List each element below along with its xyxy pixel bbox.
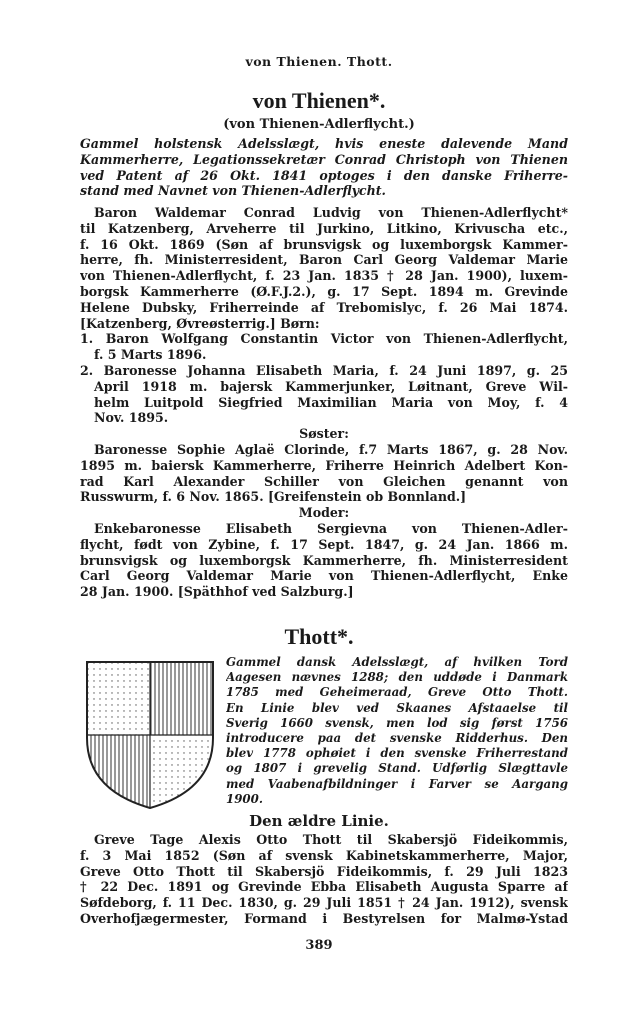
coat-of-arms-icon xyxy=(85,660,215,810)
child-line: Nov. 1895. xyxy=(94,410,169,426)
child-line: 2. Baronesse Johanna Elisabeth Maria, f. 24 Juni 1897, g. 25 xyxy=(80,362,568,378)
page-number: 389 xyxy=(305,938,333,953)
line-heading: Den ældre Linie. xyxy=(249,812,389,830)
thienen-intro xyxy=(80,136,568,199)
entry-line: von Thienen-Adlerflycht, f. 23 Jan. 1835 † 28 Jan. 1900), luxem- xyxy=(80,268,568,284)
entry-line: Baron Waldemar Conrad Ludvig von Thienen-Adlerflycht* xyxy=(94,205,568,220)
mother-heading: Moder: xyxy=(298,505,350,521)
thienen-main-entry xyxy=(80,205,568,600)
sister-line: Baronesse Sophie Aglaë Clorinde, f.7 Marts 1867, g. 28 Nov. xyxy=(94,441,568,457)
entry-line: herre, fh. Ministerresident, Baron Carl Georg Valdemar Marie xyxy=(80,252,568,268)
intro-line: Aagesen nævnes 1288; den uddøde i Danmark xyxy=(226,670,568,685)
entry-line: † 22 Dec. 1891 og Grevinde Ebba Elisabeth Augusta Sparre af xyxy=(80,879,568,895)
sister-line: rad Karl Alexander Schiller von Gleichen genannt von xyxy=(80,473,568,489)
intro-line: ved Patent af 26 Okt. 1841 optoges i den danske Friherre- xyxy=(80,167,568,183)
entry-line: Greve Otto Thott til Skabersjö Fideikommis, f. 29 Juli 1823 xyxy=(80,863,568,879)
section-title-thienen: von Thienen*. xyxy=(252,88,386,113)
sister-heading: Søster: xyxy=(299,426,349,442)
mother-line: flycht, født von Zybine, f. 17 Sept. 1847, g. 24 Jan. 1866 m. xyxy=(80,536,568,552)
intro-line: stand med Navnet von Thienen-Adlerflycht. xyxy=(80,183,386,199)
entry-line: Søfdeborg, f. 11 Dec. 1830, g. 29 Juli 1851 † 24 Jan. 1912), svensk xyxy=(80,895,568,911)
sister-line: Russwurm, f. 6 Nov. 1865. [Greifenstein ob Bonnland.] xyxy=(80,489,467,505)
intro-line: Sverig 1660 svensk, men lod sig først 1756 xyxy=(226,715,568,730)
entry-line: [Katzenberg, Øvreøsterrig.] Børn: xyxy=(80,315,320,331)
entry-line: Helene Dubsky, Friherreinde af Trebomislyc, f. 26 Mai 1874. xyxy=(80,299,568,315)
entry-line: Overhofjægermester, Formand i Bestyrelsen for Malmø-Ystad xyxy=(80,910,568,926)
sister-line: 1895 m. baiersk Kammerherre, Friherre Heinrich Adelbert Kon- xyxy=(80,457,568,473)
child-line: 1. Baron Wolfgang Constantin Victor von Thienen-Adlerflycht, xyxy=(80,331,568,347)
section-title-thott: Thott*. xyxy=(284,624,354,649)
entry-line: f. 3 Mai 1852 (Søn af svensk Kabinetskammerherre, Major, xyxy=(80,847,568,863)
running-head: von Thienen. Thott. xyxy=(245,54,393,69)
intro-line: med Vaabenafbildninger i Farver se Aargang xyxy=(226,776,568,791)
entry-line: til Katzenberg, Arveherre til Jurkino, Litkino, Krivuscha etc., xyxy=(80,220,568,236)
mother-line: 28 Jan. 1900. [Späthhof ved Salzburg.] xyxy=(80,584,354,600)
intro-line: 1900. xyxy=(226,791,263,806)
child-line: helm Luitpold Siegfried Maximilian Maria von Moy, f. 4 xyxy=(94,394,568,410)
mother-line: Carl Georg Valdemar Marie von Thienen-Adlerflycht, Enke xyxy=(80,568,568,584)
child-line: f. 5 Marts 1896. xyxy=(94,347,207,363)
entry-line: borgsk Kammerherre (Ø.F.J.2.), g. 17 Sept. 1894 m. Grevinde xyxy=(80,283,568,299)
intro-line: 1785 med Geheimeraad, Greve Otto Thott. xyxy=(226,685,568,700)
intro-line: En Linie blev ved Skaanes Afstaaelse til xyxy=(226,700,568,715)
thott-intro xyxy=(226,655,568,807)
intro-line: Gammel dansk Adelsslægt, af hvilken Tord xyxy=(226,655,568,669)
entry-line: f. 16 Okt. 1869 (Søn af brunsvigsk og luxemborgsk Kammer- xyxy=(80,236,568,252)
intro-line: introducere paa det svenske Ridderhus. Den xyxy=(226,731,568,746)
intro-line: Gammel holstensk Adelsslægt, hvis eneste dalevende Mand xyxy=(80,136,568,151)
section-subtitle-thienen: (von Thienen-Adlerflycht.) xyxy=(223,117,415,132)
thott-main-entry xyxy=(80,832,568,927)
mother-line: Enkebaronesse Elisabeth Sergievna von Thienen-Adler- xyxy=(94,520,568,536)
child-line: April 1918 m. bajersk Kammerjunker, Løitnant, Greve Wil- xyxy=(94,378,568,394)
intro-line: Kammerherre, Legationssekretær Conrad Christoph von Thienen xyxy=(80,151,568,167)
entry-line: Greve Tage Alexis Otto Thott til Skabersjö Fideikommis, xyxy=(94,832,568,847)
intro-line: blev 1778 ophøiet i den svenske Friherrestand xyxy=(226,746,568,761)
intro-line: og 1807 i grevelig Stand. Udførlig Slægttavle xyxy=(226,761,568,776)
mother-line: brunsvigsk og luxemborgsk Kammerherre, fh. Ministerresident xyxy=(80,552,568,568)
